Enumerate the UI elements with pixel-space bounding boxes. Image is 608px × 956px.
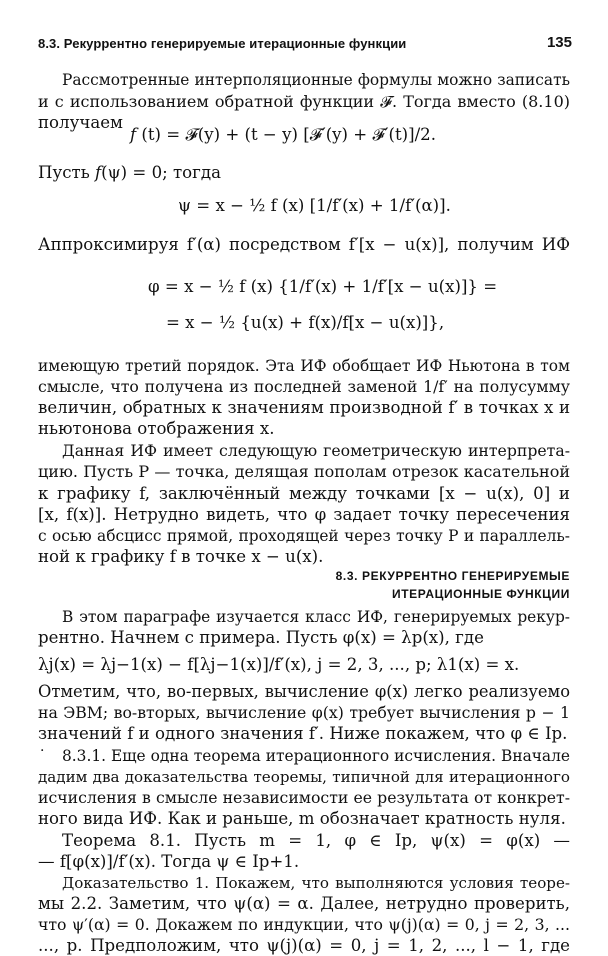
text-line: рентно. Начнем с примера. Пусть φ(x) = λp(x), где xyxy=(38,628,484,647)
text-line: ..., p. Предположим, что ψ(j)(α) = 0, j = 1, 2, ..., l − 1, где xyxy=(38,936,570,955)
text-line: имеющую третий порядок. Эта ИФ обобщает ИФ Ньютона в том xyxy=(38,357,570,375)
text-line: и с использованием обратной функции 𝓕. Тогда вместо (8.10) xyxy=(38,92,570,111)
text-line: на ЭВМ; во-вторых, вычисление φ(x) требует вычисления p − 1 xyxy=(38,703,570,722)
equation: φ = x − ½ f (x) {1/f′(x) + 1/f′[x − u(x)]} = xyxy=(148,277,498,296)
text-line: Пусть 𝑓(ψ) = 0; тогда xyxy=(38,163,221,182)
text-line: ной к графику f в точке x − u(x). xyxy=(38,547,324,566)
page-number: 135 xyxy=(546,34,572,51)
text-line: Данная ИФ имеет следующую геометрическую интерпрета- xyxy=(62,441,570,460)
text-line: 8.3.1. Еще одна теорема итерационного исчисления. Вначале xyxy=(62,747,570,765)
text-line: значений f и одного значения f′. Ниже покажем, что φ ∈ Ip. xyxy=(38,724,568,743)
text-line: с осью абсцисс прямой, проходящей через точку P и параллель- xyxy=(38,527,570,545)
text-line: к графику f, заключённый между точками [x − u(x), 0] и xyxy=(38,484,570,503)
equation: ψ = x − ½ f (x) [1/f′(x) + 1/f′(α)]. xyxy=(178,196,451,215)
text-line: мы 2.2. Заметим, что ψ(α) = α. Далее, нетрудно проверить, xyxy=(38,894,570,913)
text-line: Рассмотренные интерполяционные формулы можно записать xyxy=(62,71,570,89)
text-line: цию. Пусть P — точка, делящая пополам отрезок касательной xyxy=(38,462,570,481)
text-line: Доказательство 1. Покажем, что выполняются условия теоре- xyxy=(62,874,570,892)
text-line: величин, обратных к значениям производной f′ в точках x и xyxy=(38,398,570,417)
text-line: смысле, что получена из последней заменой 1/f′ на полусумму xyxy=(38,377,570,396)
running-title: 8.3. Рекуррентно генерируемые итерационные функции xyxy=(38,36,407,51)
text-line: Аппроксимируя f′(α) посредством f′[x − u(x)], получим ИФ xyxy=(38,235,570,254)
text-line: ньютонова отображения x. xyxy=(38,419,275,438)
bullet-mark: · xyxy=(40,743,45,759)
text-line: исчисления в смысле независимости ее результата от конкрет- xyxy=(38,788,570,807)
equation: λj(x) = λj−1(x) − f[λj−1(x)]/f′(x), j = 2, 3, ..., p; λ1(x) = x. xyxy=(38,655,520,674)
text-line: — f[φ(x)]/f′(x). Тогда ψ ∈ Ip+1. xyxy=(38,852,300,871)
text-line: Отметим, что, во-первых, вычисление φ(x) легко реализуемо xyxy=(38,682,570,701)
section-heading: ИТЕРАЦИОННЫЕ ФУНКЦИИ xyxy=(392,587,570,601)
text-line: ного вида ИФ. Как и раньше, m обозначает кратность нуля. xyxy=(38,809,566,828)
equation: = x − ½ {u(x) + f(x)/f[x − u(x)]}, xyxy=(166,313,445,332)
text-line: что ψ′(α) = 0. Докажем по индукции, что ψ(j)(α) = 0, j = 2, 3, ... xyxy=(38,915,570,934)
text-line: получаем xyxy=(38,113,123,132)
running-head xyxy=(38,34,572,54)
text-line: Теорема 8.1. Пусть m = 1, φ ∈ Ip, ψ(x) = φ(x) — xyxy=(62,831,570,850)
text-line: В этом параграфе изучается класс ИФ, генерируемых рекур- xyxy=(62,608,570,626)
section-heading: 8.3. РЕКУРРЕНТНО ГЕНЕРИРУЕМЫЕ xyxy=(335,569,570,583)
text-line: дадим два доказательства теоремы, типичной для итерационного xyxy=(38,768,570,786)
text-line: [x, f(x)]. Нетрудно видеть, что φ задает точку пересечения xyxy=(38,505,570,524)
equation: 𝑓 (t) = 𝓕(y) + (t − y) [𝓕′(y) + 𝓕′(t)]/2. xyxy=(130,125,437,144)
